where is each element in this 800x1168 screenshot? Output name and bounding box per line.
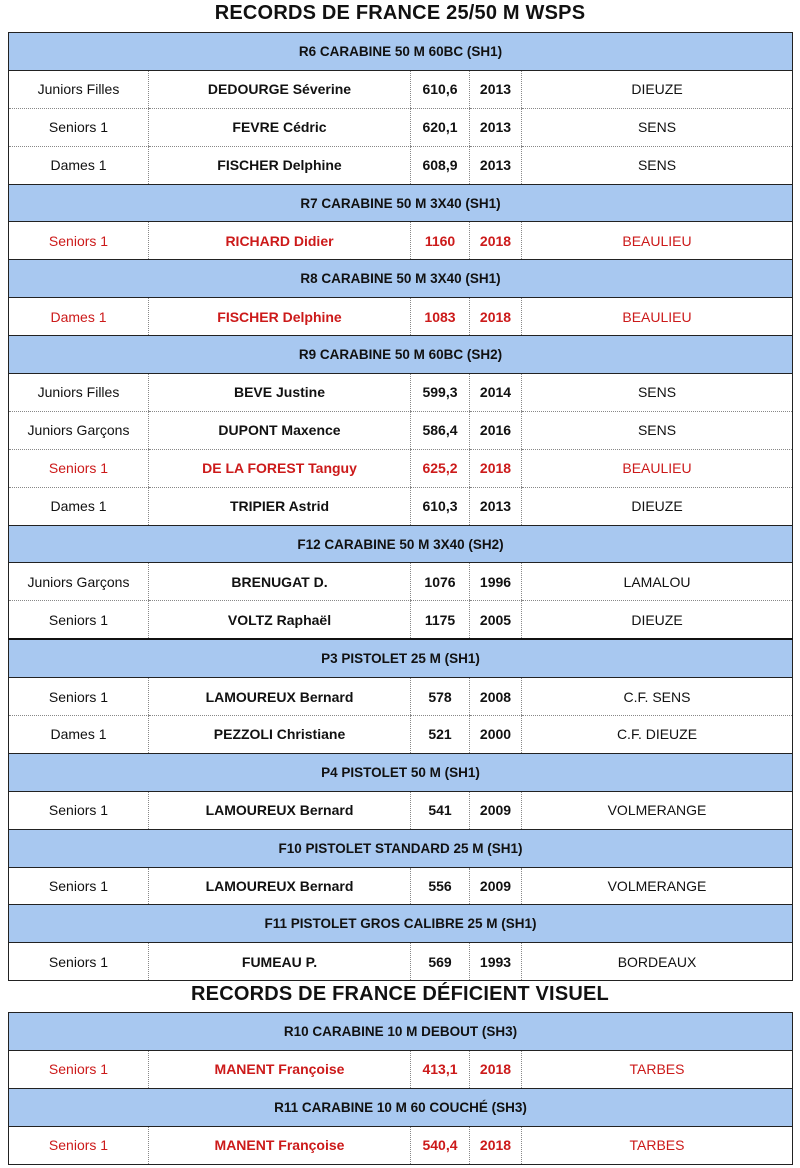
section-2-title: RECORDS DE FRANCE DÉFICIENT VISUEL: [191, 983, 609, 1005]
holder-name-cell: DEDOURGE Séverine: [149, 70, 411, 108]
record-row: [9, 298, 793, 336]
place-cell: C.F. DIEUZE: [522, 716, 793, 754]
holder-name-cell: LAMOUREUX Bernard: [149, 678, 411, 716]
place-cell: BORDEAUX: [522, 943, 793, 981]
event-header: R7 CARABINE 50 M 3X40 (SH1): [9, 184, 793, 222]
place-cell: C.F. SENS: [522, 678, 793, 716]
score-cell: 1160: [411, 222, 470, 260]
year-cell: 1996: [470, 563, 522, 601]
year-cell: 2009: [470, 867, 522, 905]
event-header-row: [9, 184, 793, 222]
category-cell: Juniors Garçons: [9, 411, 149, 449]
category-cell: Seniors 1: [9, 1050, 149, 1088]
event-header: F10 PISTOLET STANDARD 25 M (SH1): [9, 829, 793, 867]
year-cell: 2018: [470, 449, 522, 487]
score-cell: 413,1: [411, 1050, 470, 1088]
score-cell: 540,4: [411, 1126, 470, 1164]
score-cell: 610,3: [411, 487, 470, 525]
record-row: [9, 563, 793, 601]
score-cell: 1076: [411, 563, 470, 601]
holder-name-cell: LAMOUREUX Bernard: [149, 791, 411, 829]
category-cell: Seniors 1: [9, 449, 149, 487]
category-cell: Juniors Garçons: [9, 563, 149, 601]
event-header-row: [9, 753, 793, 791]
event-header: R6 CARABINE 50 M 60BC (SH1): [9, 33, 793, 71]
record-row: [9, 146, 793, 184]
place-cell: DIEUZE: [522, 487, 793, 525]
record-row: [9, 1126, 793, 1164]
year-cell: 2009: [470, 791, 522, 829]
score-cell: 620,1: [411, 108, 470, 146]
holder-name-cell: TRIPIER Astrid: [149, 487, 411, 525]
score-cell: 1175: [411, 601, 470, 639]
score-cell: 569: [411, 943, 470, 981]
event-header-row: [9, 1088, 793, 1126]
records-table-visual: [8, 1012, 793, 1165]
section-1-title: RECORDS DE FRANCE 25/50 M WSPS: [214, 2, 586, 24]
year-cell: 2005: [470, 601, 522, 639]
score-cell: 625,2: [411, 449, 470, 487]
year-cell: 1993: [470, 943, 522, 981]
record-row: [9, 867, 793, 905]
record-row: [9, 374, 793, 412]
score-cell: 556: [411, 867, 470, 905]
record-row: [9, 791, 793, 829]
event-header: P4 PISTOLET 50 M (SH1): [9, 753, 793, 791]
event-header-row: [9, 905, 793, 943]
place-cell: TARBES: [522, 1126, 793, 1164]
year-cell: 2014: [470, 374, 522, 412]
holder-name-cell: PEZZOLI Christiane: [149, 716, 411, 754]
event-header: R10 CARABINE 10 M DEBOUT (SH3): [9, 1013, 793, 1051]
score-cell: 608,9: [411, 146, 470, 184]
record-row: [9, 487, 793, 525]
year-cell: 2018: [470, 1050, 522, 1088]
place-cell: TARBES: [522, 1050, 793, 1088]
score-cell: 521: [411, 716, 470, 754]
category-cell: Seniors 1: [9, 108, 149, 146]
category-cell: Seniors 1: [48, 1137, 109, 1154]
event-header-row: [9, 525, 793, 563]
category-cell: Dames 1: [9, 298, 149, 336]
records-table-wsps: [8, 32, 793, 981]
year-cell: 2000: [470, 716, 522, 754]
holder-name-cell: DE LA FOREST Tanguy: [149, 449, 411, 487]
score-cell: 541: [411, 791, 470, 829]
holder-name-cell: FUMEAU P.: [149, 943, 411, 981]
record-row: [9, 601, 793, 639]
category-cell: Seniors 1: [9, 222, 149, 260]
record-row: [9, 108, 793, 146]
record-row: [9, 70, 793, 108]
score-cell: 1083: [411, 298, 470, 336]
holder-name-cell: MANENT Françoise: [149, 1126, 411, 1164]
holder-name-cell: DUPONT Maxence: [149, 411, 411, 449]
event-header-row: [9, 260, 793, 298]
event-header-row: [9, 336, 793, 374]
year-cell: 2013: [470, 487, 522, 525]
year-cell: 2013: [470, 70, 522, 108]
year-cell: 2013: [470, 146, 522, 184]
event-header: P3 PISTOLET 25 M (SH1): [9, 639, 793, 677]
place-cell: BEAULIEU: [522, 298, 793, 336]
score-cell: 586,4: [411, 411, 470, 449]
place-cell: SENS: [522, 411, 793, 449]
category-cell: Seniors 1: [9, 601, 149, 639]
place-cell: SENS: [522, 108, 793, 146]
holder-name-cell: BEVE Justine: [149, 374, 411, 412]
record-row: [9, 716, 793, 754]
year-cell: 2018: [470, 298, 522, 336]
year-cell: 2008: [470, 678, 522, 716]
record-row: [9, 678, 793, 716]
place-cell: VOLMERANGE: [522, 867, 793, 905]
category-cell: Dames 1: [9, 716, 149, 754]
record-row: [9, 411, 793, 449]
holder-name-cell: FISCHER Delphine: [149, 146, 411, 184]
category-cell: Dames 1: [9, 146, 149, 184]
category-cell: Dames 1: [9, 487, 149, 525]
place-cell: SENS: [522, 146, 793, 184]
holder-name-cell: FEVRE Cédric: [149, 108, 411, 146]
holder-name-cell: MANENT Françoise: [149, 1050, 411, 1088]
year-cell: 2016: [470, 411, 522, 449]
year-cell: 2013: [470, 108, 522, 146]
record-row: [9, 943, 793, 981]
place-cell: SENS: [522, 374, 793, 412]
place-cell: LAMALOU: [522, 563, 793, 601]
event-header: R9 CARABINE 50 M 60BC (SH2): [9, 336, 793, 374]
holder-name-cell: RICHARD Didier: [149, 222, 411, 260]
record-row: [9, 449, 793, 487]
holder-name-cell: VOLTZ Raphaël: [149, 601, 411, 639]
holder-name-cell: LAMOUREUX Bernard: [149, 867, 411, 905]
event-header-row: [9, 1013, 793, 1051]
event-header-row: [9, 829, 793, 867]
holder-name-cell: BRENUGAT D.: [149, 563, 411, 601]
event-header: F12 CARABINE 50 M 3X40 (SH2): [9, 525, 793, 563]
place-cell: BEAULIEU: [522, 449, 793, 487]
category-cell: Seniors 1: [9, 791, 149, 829]
place-cell: DIEUZE: [522, 601, 793, 639]
event-header: F11 PISTOLET GROS CALIBRE 25 M (SH1): [9, 905, 793, 943]
record-row: [9, 1050, 793, 1088]
score-cell: 578: [411, 678, 470, 716]
place-cell: VOLMERANGE: [522, 791, 793, 829]
category-cell: Seniors 1: [9, 867, 149, 905]
year-cell: 2018: [470, 1126, 522, 1164]
category-cell: Juniors Filles: [9, 70, 149, 108]
place-cell: DIEUZE: [522, 70, 793, 108]
record-row: [9, 222, 793, 260]
year-cell: 2018: [470, 222, 522, 260]
event-header: R11 CARABINE 10 M 60 COUCHÉ (SH3): [9, 1088, 793, 1126]
event-header-row: [9, 33, 793, 71]
holder-name-cell: FISCHER Delphine: [149, 298, 411, 336]
category-cell: Seniors 1: [9, 678, 149, 716]
event-header: R8 CARABINE 50 M 3X40 (SH1): [9, 260, 793, 298]
category-cell: Juniors Filles: [9, 374, 149, 412]
score-cell: 599,3: [411, 374, 470, 412]
score-cell: 610,6: [411, 70, 470, 108]
event-header-row: [9, 639, 793, 677]
category-cell: Seniors 1: [48, 953, 109, 970]
place-cell: BEAULIEU: [522, 222, 793, 260]
